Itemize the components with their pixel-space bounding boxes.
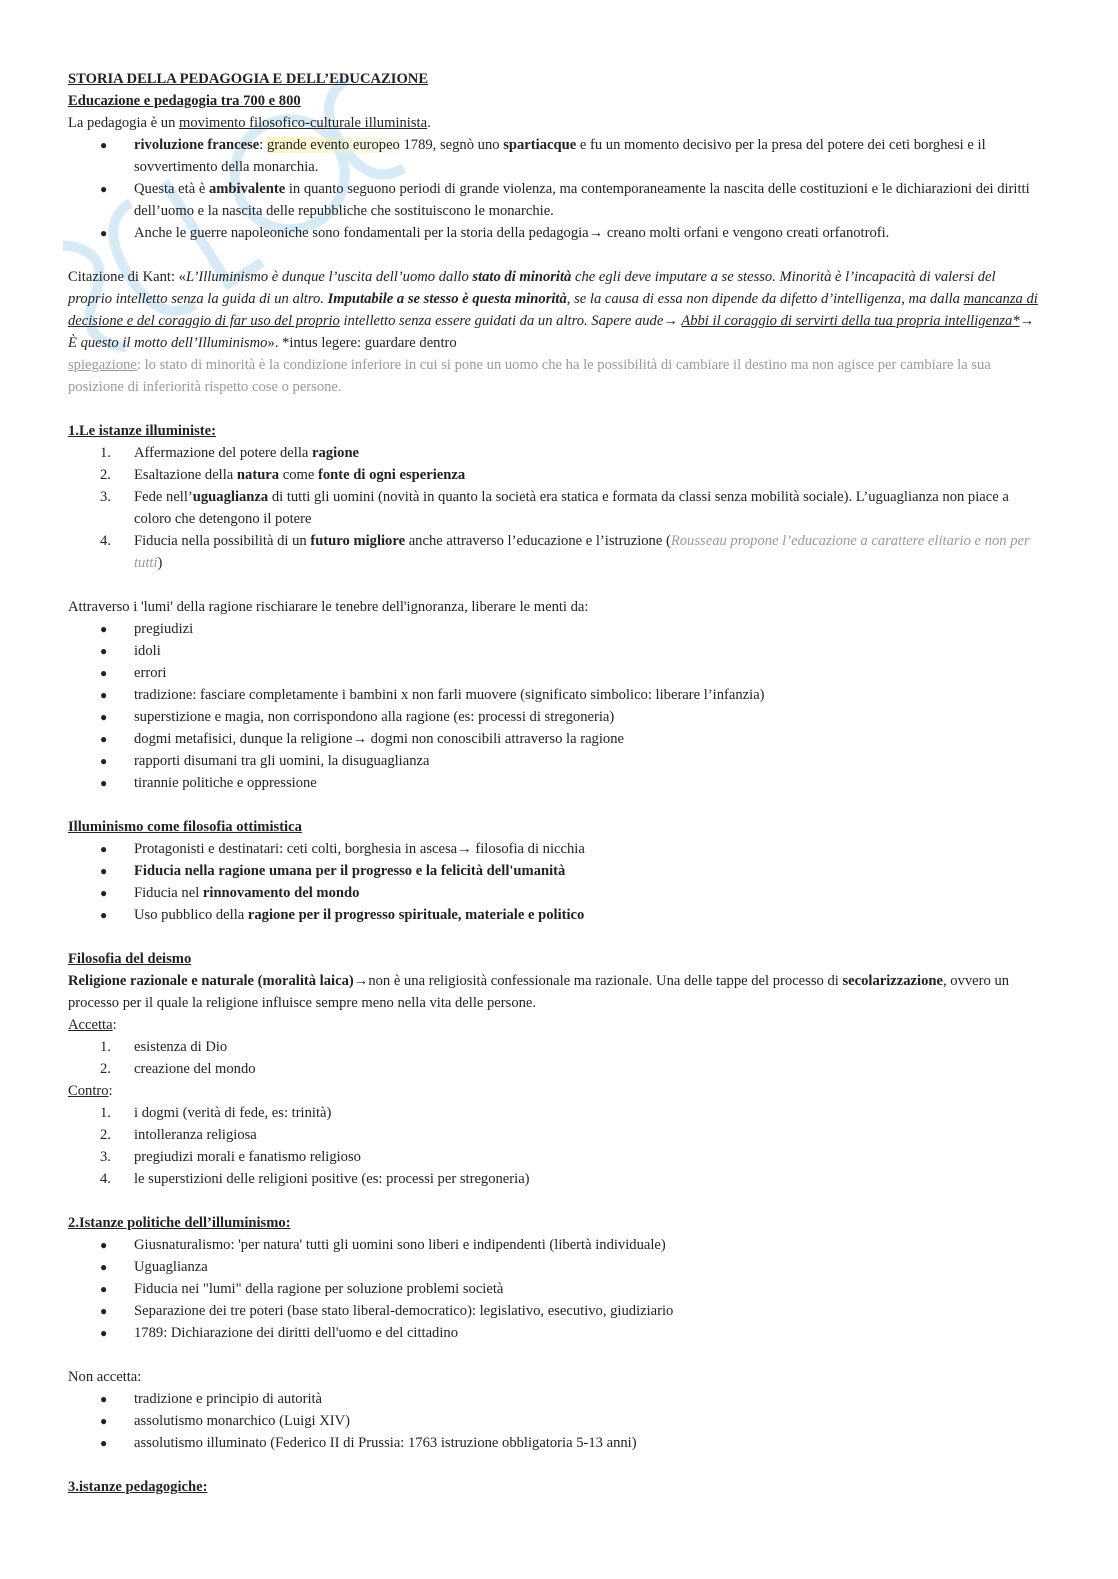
list-item: ● Separazione dei tre poteri (base stato liberal-democratico): legislativo, esecutivo, giudiziario [68,1300,1043,1322]
istanze-illuministe-list [68,442,1043,574]
list-item: ● assolutismo illuminato (Federico II di Prussia: 1763 istruzione obbligatoria 5-13 anni) [68,1432,1043,1454]
document-title: STORIA DELLA PEDAGOGIA E DELL’EDUCAZIONE [68,71,429,87]
list-item: ● superstizione e magia, non corrispondono alla ragione (es: processi di stregoneria) [68,706,1043,728]
list-item: ● dogmi metafisici, dunque la religione→ dogmi non conoscibili attraverso la ragione [68,728,1043,750]
non-accetta-list [68,1388,1043,1454]
list-item: ● Protagonisti e destinatari: ceti colti, borghesia in ascesa→ filosofia di nicchia [68,838,1043,860]
list-item: ● Anche le guerre napoleoniche sono fondamentali per la storia della pedagogia→ creano molti orfani e vengono creati orfanotrofi. [68,222,1043,244]
list-item: 2. Esaltazione della natura come fonte di ogni esperienza [100,467,466,483]
list-item: 4. le superstizioni delle religioni positive (es: processi per stregoneria) [100,1171,530,1187]
intro-bullet-list [68,134,1043,244]
list-item: ● errori [68,662,1043,684]
section-heading-istanze-politiche: 2.Istanze politiche dell’illuminismo: [68,1215,291,1231]
intro-paragraph: La pedagogia è un movimento filosofico-culturale illuminista. [68,115,431,131]
list-item: 2. creazione del mondo [100,1061,256,1077]
list-item: ● Uso pubblico della ragione per il progresso spirituale, materiale e politico [68,904,1043,926]
list-item: ● rivoluzione francese: grande evento europeo 1789, segnò uno spartiacque e fu un momento decisivo per la presa del potere dei ceti borghesi e il sovvertimento della monarchia. [68,134,1043,178]
list-item: ● pregiudizi [68,618,1043,640]
list-item: ● Fiducia nel rinnovamento del mondo [68,882,1043,904]
non-accetta-label: Non accetta: [68,1369,142,1385]
list-item: ● Fiducia nei "lumi" della ragione per soluzione problemi società [68,1278,1043,1300]
list-item: 1. Affermazione del potere della ragione [100,445,360,461]
intro-link: movimento filosofico-culturale illuminista [179,115,428,131]
accetta-list [68,1036,1043,1080]
list-item: 3. pregiudizi morali e fanatismo religioso [100,1149,361,1165]
kant-quote: Citazione di Kant: «L’Illuminismo è dunque l’uscita dell’uomo dallo stato di minorità che egli deve imputare a se stesso. Minorità è l’incapacità di valersi del proprio intelletto senza la guida di un altro. Imputabile a se stesso è questa minorità, se la causa di essa non dipende da difetto d’intelligenza, ma dalla mancanza di decisione e del coraggio di far uso del proprio intelletto senza essere guidati da un altro. Sapere aude→ Abbi il coraggio di servirti della tua propria intelligenza*→ È questo il motto dell’Illuminismo». *intus legere: guardare dentro [68,269,1038,351]
list-item: ● tradizione: fasciare completamente i bambini x non farli muovere (significato simbolico: liberare l’infanzia) [68,684,1043,706]
istanze-politiche-list [68,1234,1043,1344]
list-item: 4. Fiducia nella possibilità di un futuro migliore anche attraverso l’educazione e l’istruzione (Rousseau propone l’educazione a carattere elitario e non per tutti) [100,533,1030,571]
list-item: ● 1789: Dichiarazione dei diritti dell'uomo e del cittadino [68,1322,1043,1344]
section-heading-istanze-illuministe: 1.Le istanze illuministe: [68,423,216,439]
section-heading-ottimistica: Illuminismo come filosofia ottimistica [68,819,302,835]
list-item: ● idoli [68,640,1043,662]
list-item: ● assolutismo monarchico (Luigi XIV) [68,1410,1043,1432]
list-item: ● Giusnaturalismo: 'per natura' tutti gli uomini sono liberi e indipendenti (libertà individuale) [68,1234,1043,1256]
list-item: 3. Fede nell’uguaglianza di tutti gli uomini (novità in quanto la società era statica e formata da classi senza mobilità sociale). L’uguaglianza non piace a coloro che detengono il potere [100,489,1009,527]
list-item: 2. intolleranza religiosa [100,1127,257,1143]
spiegazione-paragraph: spiegazione: lo stato di minorità è la condizione inferiore in cui si pone un uomo che ha le possibilità di cambiare il destino ma non agisce per cambiare la sua posizione di inferiorità rispetto cose o persone. [68,357,991,395]
list-item: ● Questa età è ambivalente in quanto seguono periodi di grande violenza, ma contemporaneamente la nascita delle costituzioni e le dichiarazioni dei diritti dell’uomo e la nascita delle repubbliche che sostituiscono le monarchie. [68,178,1043,222]
document-subtitle: Educazione e pedagogia tra 700 e 800 [68,93,301,109]
ottimistica-list [68,838,1043,926]
accetta-label: Accetta: [68,1017,117,1033]
lumi-intro: Attraverso i 'lumi' della ragione rischiarare le tenebre dell'ignoranza, liberare le menti da: [68,599,589,615]
list-item: ● rapporti disumani tra gli uomini, la disuguaglianza [68,750,1043,772]
deismo-paragraph: Religione razionale e naturale (moralità laica)→non è una religiosità confessionale ma razionale. Una delle tappe del processo di secolarizzazione, ovvero un processo per il quale la religione influisce sempre meno nella vita delle persone. [68,973,1010,1011]
contro-label: Contro: [68,1083,113,1099]
list-item: 1. esistenza di Dio [100,1039,228,1055]
list-item: ● Fiducia nella ragione umana per il progresso e la felicità dell'umanità [68,860,1043,882]
section-heading-deismo: Filosofia del deismo [68,951,192,967]
lumi-list [68,618,1043,794]
document-page [68,68,1043,1498]
contro-list [68,1102,1043,1190]
list-item: ● tradizione e principio di autorità [68,1388,1043,1410]
list-item: ● Uguaglianza [68,1256,1043,1278]
list-item: 1. i dogmi (verità di fede, es: trinità) [100,1105,332,1121]
section-heading-istanze-pedagogiche: 3.istanze pedagogiche: [68,1479,208,1495]
list-item: ● tirannie politiche e oppressione [68,772,1043,794]
